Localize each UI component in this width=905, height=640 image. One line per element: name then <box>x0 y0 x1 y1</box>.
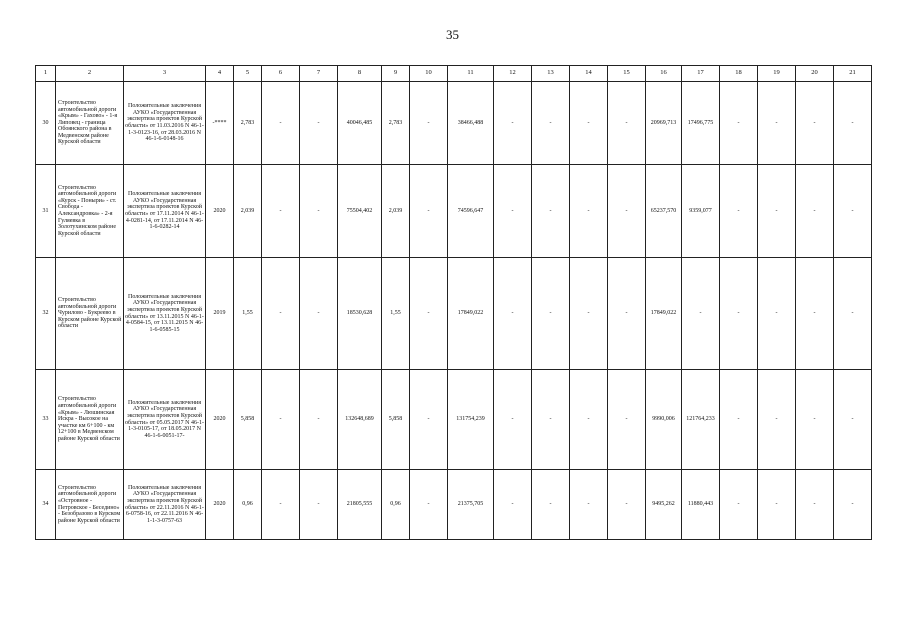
conclusion-cell: Положительные заключения АУКО «Государственная экспертиза проектов Курской области» от 13.11.2015 N 46-1-4-0584-15, от 13.11.2015 N 46-1-6-0585-15 <box>124 258 206 370</box>
table-cell: - <box>682 258 720 370</box>
table-cell: - <box>262 370 300 470</box>
table-cell: - <box>720 470 758 540</box>
table-cell: - <box>532 258 570 370</box>
table-cell: - <box>532 470 570 540</box>
table-cell: - <box>494 370 532 470</box>
table-cell: 2,039 <box>234 165 262 258</box>
table-cell: - <box>834 165 872 258</box>
conclusion-cell: Положительные заключения АУКО «Государственная экспертиза проектов Курской области» от 05.05.2017 N 46-1-1-3-0105-17, от 18.05.2017 N 46-1-6-0051-17- <box>124 370 206 470</box>
column-header: 12 <box>494 66 532 82</box>
table-cell: - <box>720 82 758 165</box>
table-cell: 17849,022 <box>646 258 682 370</box>
column-header: 20 <box>796 66 834 82</box>
table-cell: 2020 <box>206 470 234 540</box>
table-cell: 1,55 <box>382 258 410 370</box>
table-cell: - <box>834 258 872 370</box>
table-cell: - <box>570 258 608 370</box>
table-row <box>36 82 872 165</box>
table-cell: 2,783 <box>234 82 262 165</box>
table-cell: - <box>570 470 608 540</box>
table-cell: - <box>758 470 796 540</box>
object-name-cell: Строительство автомобильной дороги «Крым» - Гахово» - 1-я Липовец - граница Обоянского района в Медвенском районе Курской области <box>56 82 124 165</box>
table-cell: - <box>494 470 532 540</box>
table-cell: 17849,022 <box>448 258 494 370</box>
column-header: 18 <box>720 66 758 82</box>
table-cell: 20969,713 <box>646 82 682 165</box>
table-cell: - <box>494 258 532 370</box>
table-cell: - <box>570 370 608 470</box>
table-cell: 75504,402 <box>338 165 382 258</box>
table-cell: 2020 <box>206 370 234 470</box>
table-row <box>36 370 872 470</box>
table-cell: - <box>608 470 646 540</box>
table-cell: 21805,555 <box>338 470 382 540</box>
table-body <box>36 66 872 540</box>
column-header: 8 <box>338 66 382 82</box>
header-row <box>36 66 872 82</box>
table-cell: - <box>758 165 796 258</box>
table-cell: - <box>796 470 834 540</box>
table-cell: - <box>262 82 300 165</box>
table-cell: - <box>758 370 796 470</box>
table-cell: 2,039 <box>382 165 410 258</box>
table-cell: 65237,570 <box>646 165 682 258</box>
table-cell: 21375,705 <box>448 470 494 540</box>
column-header: 5 <box>234 66 262 82</box>
table-cell: - <box>796 370 834 470</box>
table-cell: 1,55 <box>234 258 262 370</box>
table-cell: 11880,443 <box>682 470 720 540</box>
table-cell: 74596,647 <box>448 165 494 258</box>
table-cell: - <box>608 370 646 470</box>
table-row <box>36 258 872 370</box>
table-cell: 5,858 <box>234 370 262 470</box>
column-header: 6 <box>262 66 300 82</box>
table-cell: 0,96 <box>382 470 410 540</box>
table-cell: - <box>834 470 872 540</box>
table-cell: - <box>532 165 570 258</box>
table-cell: - <box>796 165 834 258</box>
table-cell: 38466,488 <box>448 82 494 165</box>
table-cell: 34 <box>36 470 56 540</box>
table-cell: -**** <box>206 82 234 165</box>
object-name-cell: Строительство автомобильной дороги «Островное - Петровское - Беседино» - Безобразово в Курском районе Курской области <box>56 470 124 540</box>
table-cell: 30 <box>36 82 56 165</box>
table-cell: - <box>608 165 646 258</box>
table-cell: - <box>720 258 758 370</box>
table-cell: 5,858 <box>382 370 410 470</box>
table-cell: - <box>720 165 758 258</box>
table-cell: 33 <box>36 370 56 470</box>
conclusion-cell: Положительные заключения АУКО «Государственная экспертиза проектов Курской области» от 17.11.2014 N 46-1-4-0281-14, от 17.11.2014 N 46-1-6-0282-14 <box>124 165 206 258</box>
conclusion-cell: Положительные заключения АУКО «Государственная экспертиза проектов Курской области» от 22.11.2016 N 46-1-6-0758-16, от 22.11.2016 N 46-1-1-3-0757-63 <box>124 470 206 540</box>
column-header: 3 <box>124 66 206 82</box>
table-cell: - <box>410 370 448 470</box>
table-cell: 131754,239 <box>448 370 494 470</box>
table-cell: - <box>410 470 448 540</box>
table-cell: - <box>720 370 758 470</box>
table-cell: - <box>262 165 300 258</box>
table-cell: - <box>570 82 608 165</box>
table-cell: - <box>532 370 570 470</box>
table-cell: 9495,262 <box>646 470 682 540</box>
table-cell: - <box>262 258 300 370</box>
table-cell: 121764,233 <box>682 370 720 470</box>
table-cell: 132648,689 <box>338 370 382 470</box>
table-cell: 2019 <box>206 258 234 370</box>
column-header: 15 <box>608 66 646 82</box>
column-header: 11 <box>448 66 494 82</box>
table-cell: 18530,628 <box>338 258 382 370</box>
table-cell: - <box>300 370 338 470</box>
table-cell: 0,96 <box>234 470 262 540</box>
table-cell: 31 <box>36 165 56 258</box>
table-cell: 40046,485 <box>338 82 382 165</box>
column-header: 19 <box>758 66 796 82</box>
table-cell: 9990,006 <box>646 370 682 470</box>
column-header: 14 <box>570 66 608 82</box>
table-cell: - <box>608 82 646 165</box>
table-cell: 32 <box>36 258 56 370</box>
table-cell: - <box>410 258 448 370</box>
column-header: 7 <box>300 66 338 82</box>
column-header: 21 <box>834 66 872 82</box>
data-table <box>35 65 872 540</box>
table-cell: - <box>834 82 872 165</box>
table-cell: 2020 <box>206 165 234 258</box>
table-cell: 9359,077 <box>682 165 720 258</box>
table-row <box>36 470 872 540</box>
table-cell: - <box>300 165 338 258</box>
table-cell: - <box>300 470 338 540</box>
page-number: 35 <box>446 27 459 42</box>
conclusion-cell: Положительные заключения АУКО «Государственная экспертиза проектов Курской области» от 11.03.2016 N 46-1-1-3-0123-16, от 28.03.2016 N 46-1-6-0148-16 <box>124 82 206 165</box>
table-cell: - <box>494 82 532 165</box>
table-row <box>36 165 872 258</box>
column-header: 2 <box>56 66 124 82</box>
table-cell: - <box>758 258 796 370</box>
column-header: 1 <box>36 66 56 82</box>
object-name-cell: Строительство автомобильной дороги «Курск - Поныри» - ст. Свобода - Александровка» - 2-я Гуляевка в Золотухинском районе Курской области <box>56 165 124 258</box>
table-cell: - <box>262 470 300 540</box>
object-name-cell: Строительство автомобильной дороги «Крым» - Люшинская Искра - Высокое на участке км 6+100 - км 12+100 в Медвенском районе Курской области <box>56 370 124 470</box>
table-cell: - <box>758 82 796 165</box>
table-cell: - <box>834 370 872 470</box>
table-cell: 17496,775 <box>682 82 720 165</box>
table-cell: - <box>410 82 448 165</box>
table-cell: - <box>532 82 570 165</box>
column-header: 16 <box>646 66 682 82</box>
table-cell: - <box>494 165 532 258</box>
table-cell: - <box>300 82 338 165</box>
column-header: 10 <box>410 66 448 82</box>
table-cell: - <box>796 82 834 165</box>
column-header: 9 <box>382 66 410 82</box>
column-header: 13 <box>532 66 570 82</box>
table-cell: - <box>608 258 646 370</box>
table-cell: - <box>300 258 338 370</box>
table-cell: - <box>570 165 608 258</box>
object-name-cell: Строительство автомобильной дороги Чурилово - Букреево в Курском районе Курской области <box>56 258 124 370</box>
table-cell: - <box>796 258 834 370</box>
column-header: 4 <box>206 66 234 82</box>
table-cell: - <box>410 165 448 258</box>
table-cell: 2,783 <box>382 82 410 165</box>
column-header: 17 <box>682 66 720 82</box>
